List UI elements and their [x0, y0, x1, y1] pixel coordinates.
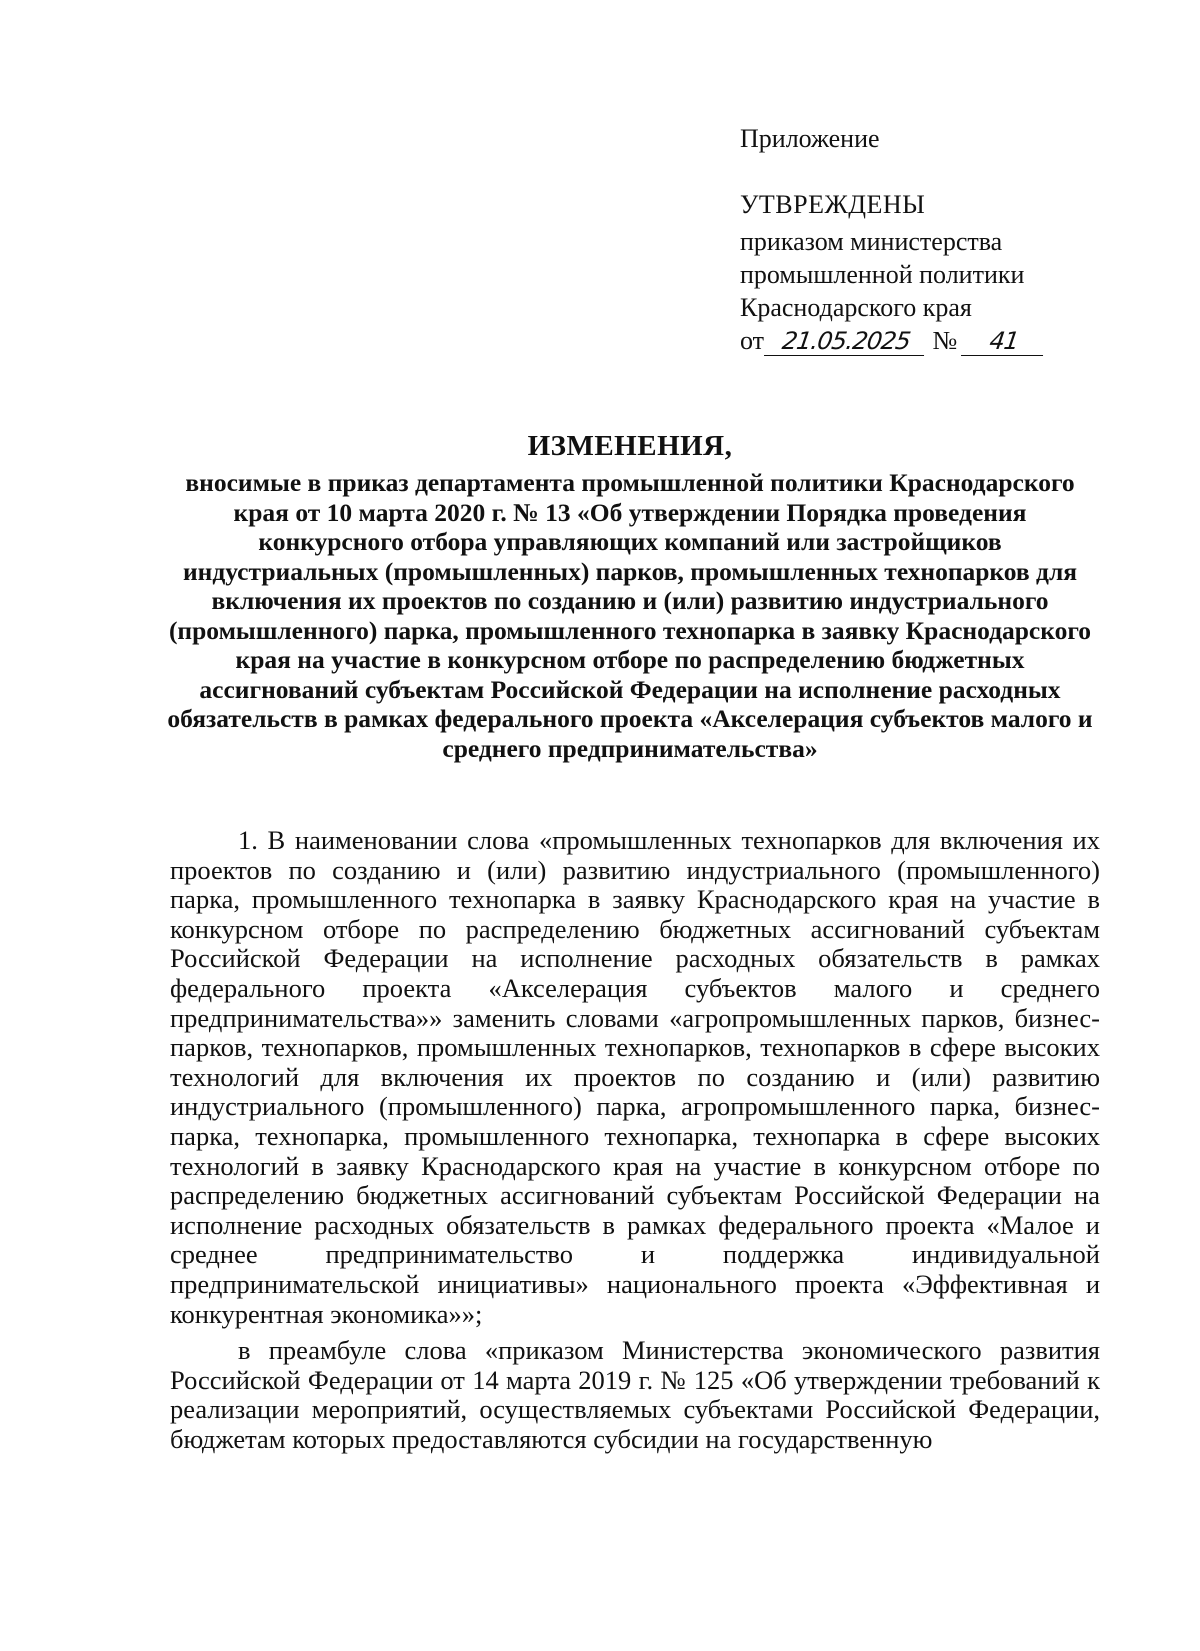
- document-body: [170, 826, 1100, 1461]
- approved-label: УТВРЕЖДЕНЫ: [740, 190, 926, 219]
- appendix-label: Приложение: [740, 124, 880, 153]
- document-title-block: [160, 428, 1100, 763]
- document-subtitle: вносимые в приказ департамента промышленной политики Краснодарского края от 10 марта 2020 г. № 13 «Об утверждении Порядка проведения конкурсного отбора управляющих компаний или застройщиков индустриальных (промышленных) парков, промышленных технопарков для включения их проектов по созданию и (или) развитию индустриального (промышленного) парка, промышленного технопарка в заявку Краснодарского края на участие в конкурсном отборе по распределению бюджетных ассигнований субъектам Российской Федерации на исполнение расходных обязательств в рамках федерального проекта «Акселерация субъектов малого и среднего предпринимательства»: [167, 468, 1093, 763]
- handwritten-date: 21.05.2025: [764, 327, 928, 356]
- handwritten-number: 41: [961, 327, 1047, 356]
- body-paragraph-2: в преамбуле слова «приказом Министерства экономического развития Российской Федерации от 14 марта 2019 г. № 125 «Об утверждении требований к реализации мероприятий, осуществляемых субъектами Российской Федерации, бюджетам которых предоставляются субсидии на государственную: [170, 1335, 1100, 1454]
- body-paragraph-1: 1. В наименовании слова «промышленных технопарков для включения их проектов по созданию и (или) развитию индустриального (промышленного) парка, промышленного технопарка в заявку Краснодарского края на участие в конкурсном отборе по распределению бюджетных ассигнований субъектам Российской Федерации на исполнение расходных обязательств в рамках федерального проекта «Акселерация субъектов малого и среднего предпринимательства»» заменить словами «агропромышленных парков, бизнес-парков, технопарков, промышленных технопарков, технопарков в сфере высоких технологий для включения их проектов по созданию и (или) развитию индустриального (промышленного) парка, агропромышленного парка, бизнес-парка, технопарка, промышленного технопарка, технопарка в сфере высоких технологий в заявку Краснодарского края на участие в конкурсном отборе по распределению бюджетных ассигнований субъектам Российской Федерации на исполнение расходных обязательств в рамках федерального проекта «Малое и среднее предпринимательство и поддержка индивидуальной предпринимательской инициативы» национального проекта «Эффективная и конкурентная экономика»»;: [170, 825, 1100, 1329]
- document-title: ИЗМЕНЕНИЯ,: [527, 430, 733, 462]
- number-prefix: №: [932, 326, 958, 355]
- date-prefix: от: [740, 326, 765, 355]
- approval-stamp-block: [740, 188, 1045, 357]
- approved-line-1: приказом министерства: [740, 227, 1003, 256]
- order-date-number-row: [740, 324, 1045, 357]
- approved-line-3: Краснодарского края: [740, 293, 972, 322]
- approved-line-2: промышленной политики: [740, 260, 1025, 289]
